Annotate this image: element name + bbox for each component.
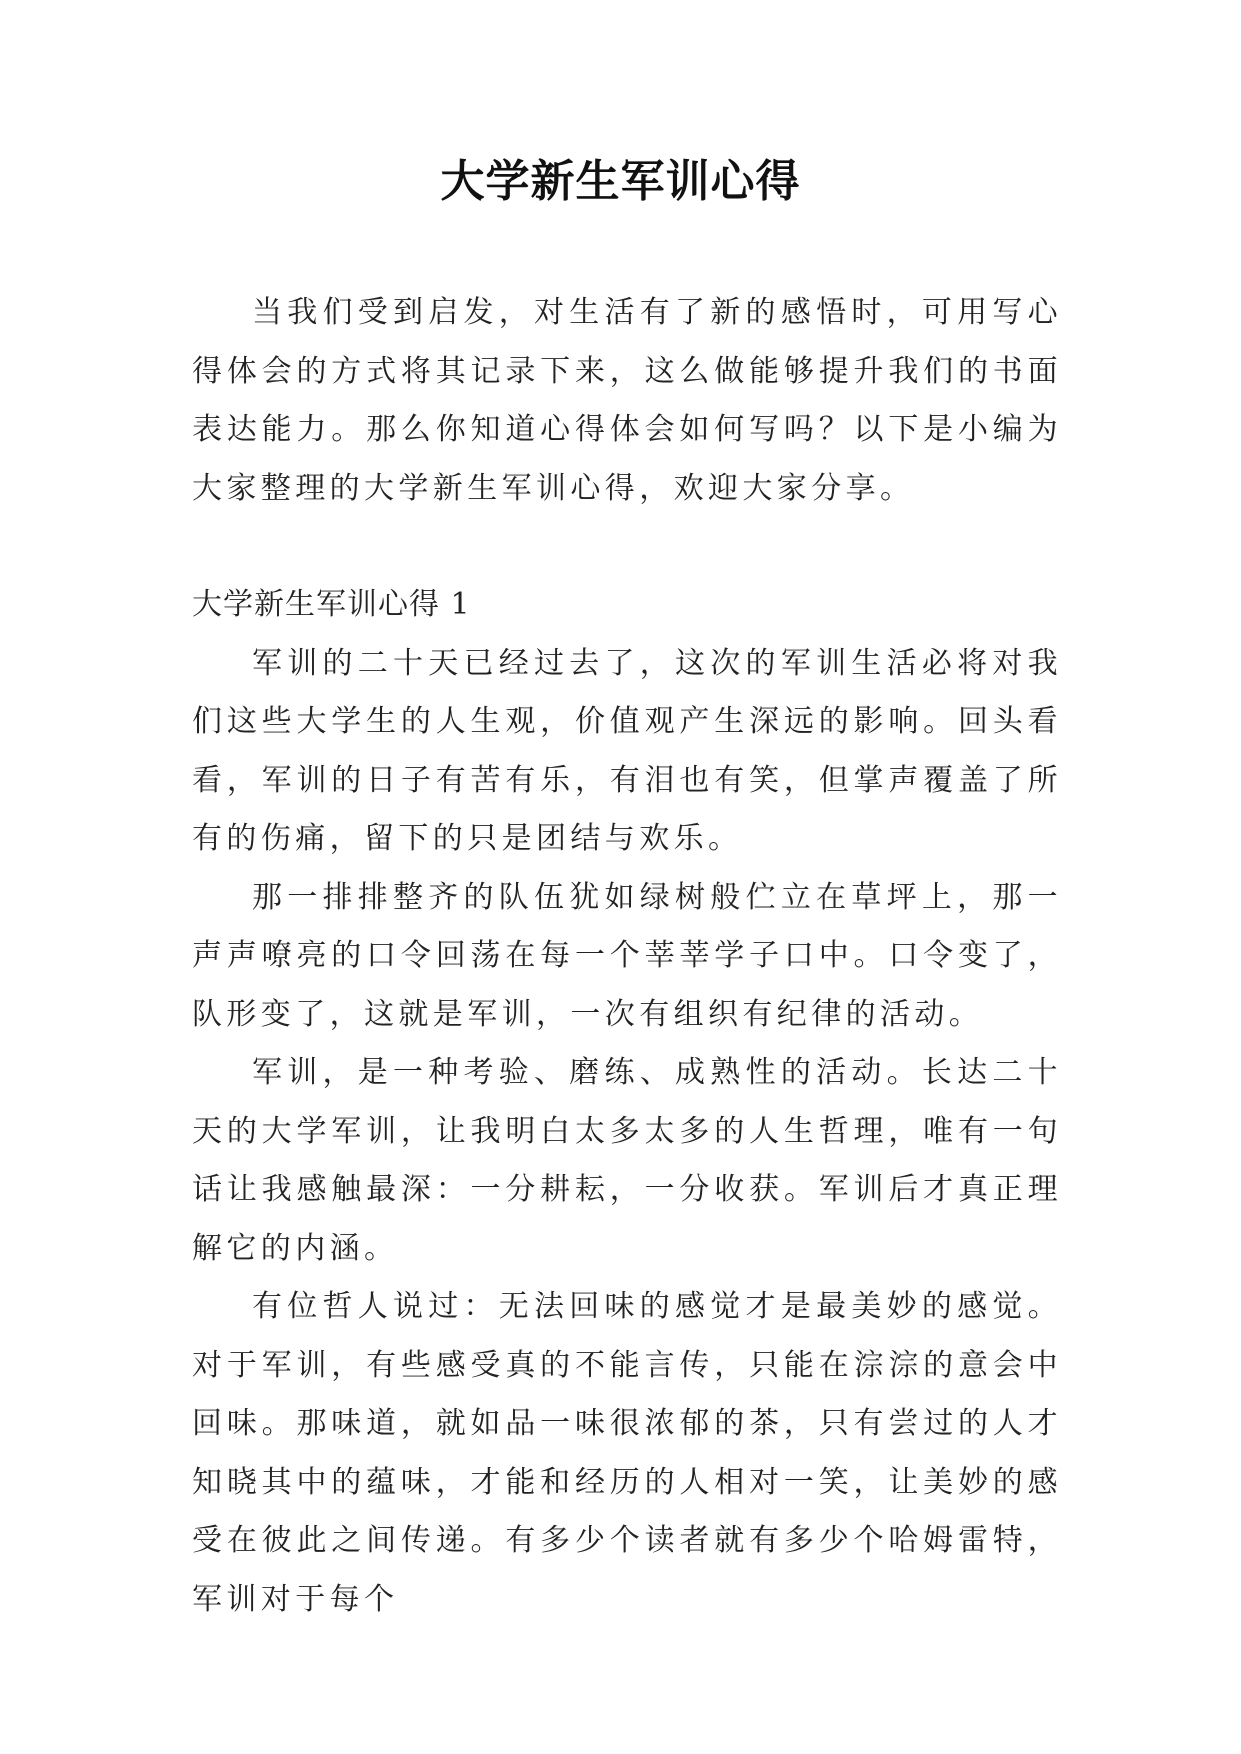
body-paragraph-4: 有位哲人说过：无法回味的感觉才是最美妙的感觉。对于军训，有些感受真的不能言传，只能在淙淙的意会中回味。那味道，就如品一味很浓郁的茶，只有尝过的人才知晓其中的蕴味，才能和经历的人相对一笑，让美妙的感受在彼此之间传递。有多少个读者就有多少个哈姆雷特，军训对于每个 (192, 1289, 1062, 1617)
section-heading: 大学新生军训心得 1 (192, 587, 471, 622)
document-body (192, 284, 1062, 1629)
body-paragraph-3: 军训，是一种考验、磨练、成熟性的活动。长达二十天的大学军训，让我明白太多太多的人生哲理，唯有一句话让我感触最深：一分耕耘，一分收获。军训后才真正理解它的内涵。 (192, 1055, 1062, 1266)
body-paragraph-2: 那一排排整齐的队伍犹如绿树般伫立在草坪上，那一声声嘹亮的口令回荡在每一个莘莘学子口中。口令变了，队形变了，这就是军训，一次有组织有纪律的活动。 (192, 879, 1062, 1032)
document-title: 大学新生军训心得 (440, 156, 801, 207)
intro-paragraph: 当我们受到启发，对生活有了新的感悟时，可用写心得体会的方式将其记录下来，这么做能够提升我们的书面表达能力。那么你知道心得体会如何写吗？以下是小编为大家整理的大学新生军训心得，欢迎大家分享。 (192, 295, 1062, 506)
body-paragraph-1: 军训的二十天已经过去了，这次的军训生活必将对我们这些大学生的人生观，价值观产生深远的影响。回头看看，军训的日子有苦有乐，有泪也有笑，但掌声覆盖了所有的伤痛，留下的只是团结与欢乐。 (192, 645, 1062, 856)
